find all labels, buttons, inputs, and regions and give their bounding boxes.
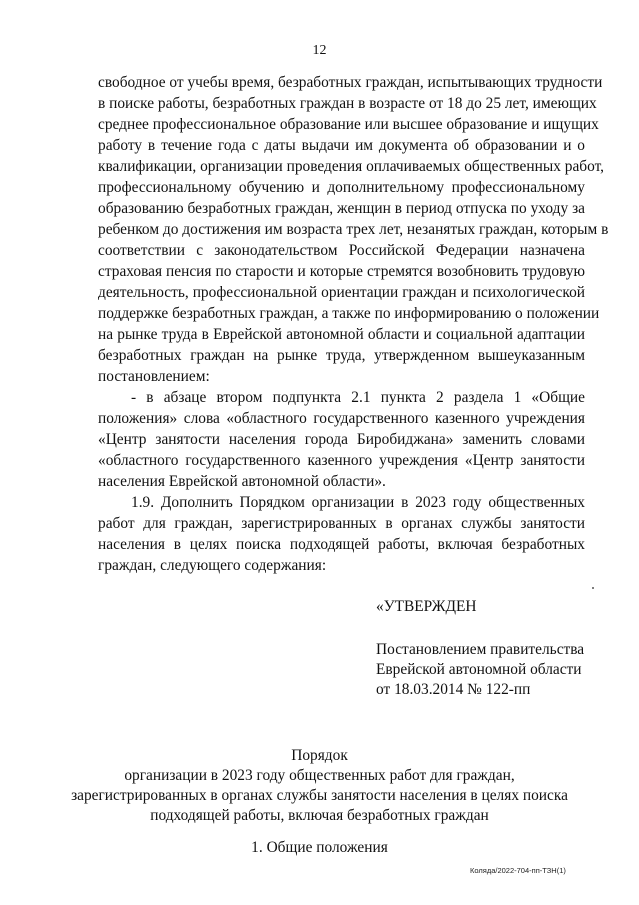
text-line: «областного государственного казенного учреждения «Центр занятости	[98, 452, 585, 469]
text-line: «Центр занятости населения города Биробиджана» заменить словами	[98, 431, 585, 448]
text-line: среднее профессиональное образование или высшее образование и ищущих	[98, 116, 599, 133]
text-line: граждан, следующего содержания:	[98, 557, 327, 574]
approval-line: Постановлением правительства	[376, 641, 585, 658]
text-line: безработных граждан на рынке труда, утвержденном вышеуказанным	[98, 347, 585, 364]
text-line: положения» слова «областного государственного казенного учреждения	[98, 410, 585, 427]
text-line: постановлением:	[98, 368, 210, 385]
title-line: подходящей работы, включая безработных граждан	[150, 807, 489, 824]
text-line: работу в течение года с даты выдачи им документа об образовании и о	[98, 137, 585, 154]
section-heading: 1. Общие положения	[251, 839, 388, 856]
text-line: страховая пенсия по старости и которые стремятся возобновить трудовую	[98, 263, 585, 280]
text-line: профессиональному обучению и дополнительному профессиональному	[98, 179, 585, 196]
text-line: квалификации, организации проведения оплачиваемых общественных работ,	[98, 158, 605, 175]
footer-code: Коляда/2022-704-пп-ТЗН(1)	[470, 866, 566, 875]
title-line: организации в 2023 году общественных работ для граждан,	[124, 767, 515, 784]
text-line: соответствии с законодательством Российской Федерации назначена	[98, 242, 585, 259]
text-line: - в абзаце втором подпункта 2.1 пункта 2 раздела 1 «Общие	[131, 389, 585, 406]
title-line: зарегистрированных в органах службы занятости населения в целях поиска	[71, 787, 568, 804]
text-line: деятельность, профессиональной ориентации граждан и психологической	[98, 284, 585, 301]
text-line: на рынке труда в Еврейской автономной области и социальной адаптации	[98, 326, 585, 343]
text-line: ребенком до достижения им возраста трех лет, незанятых граждан, которым в	[98, 221, 609, 238]
text-line: образованию безработных граждан, женщин в период отпуска по уходу за	[98, 200, 585, 217]
text-line: 1.9. Дополнить Порядком организации в 2023 году общественных	[131, 494, 585, 511]
text-line: поддержке безработных граждан, а также по информированию о положении	[98, 305, 600, 322]
text-line: свободное от учебы время, безработных граждан, испытывающих трудности	[98, 74, 603, 91]
approval-title: «УТВЕРЖДЕН	[376, 598, 477, 615]
text-line: населения Еврейской автономной области».	[98, 473, 386, 490]
text-line: населения в целях поиска подходящей работы, включая безработных	[98, 536, 585, 553]
text-line: в поиске работы, безработных граждан в возрасте от 18 до 25 лет, имеющих	[98, 95, 597, 112]
approval-line: Еврейской автономной области	[376, 661, 582, 678]
title-line: Порядок	[291, 747, 348, 764]
text-line: работ для граждан, зарегистрированных в органах службы занятости	[98, 515, 585, 532]
page-number: 12	[312, 43, 327, 58]
approval-line: от 18.03.2014 № 122-пп	[376, 681, 531, 698]
speck-mark	[592, 587, 594, 589]
